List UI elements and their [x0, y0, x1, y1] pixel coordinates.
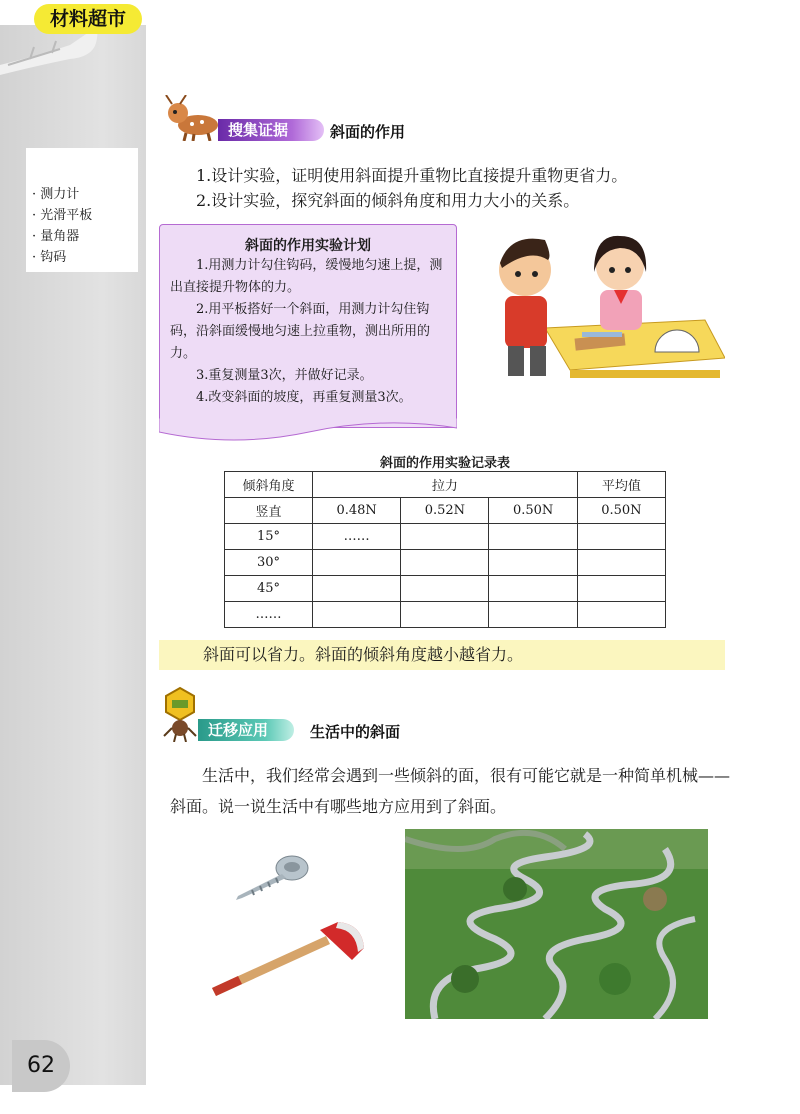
page-number: 62 — [12, 1040, 70, 1092]
note-wavy-edge — [159, 418, 457, 444]
table-cell: 0.48N — [313, 498, 401, 524]
table-cell: 0.50N — [577, 498, 665, 524]
table-row — [225, 550, 666, 576]
table-cell — [401, 602, 489, 628]
ant-mascot-icon — [162, 686, 198, 742]
winding-road-photo — [405, 829, 708, 1019]
table-cell: 15° — [225, 524, 313, 550]
table-cell: …… — [313, 524, 401, 550]
section-subtitle: 斜面的作用 — [330, 123, 406, 141]
table-cell — [577, 524, 665, 550]
table-cell: 0.50N — [489, 498, 577, 524]
screw-illustration — [232, 850, 312, 905]
task-line: 1.设计实验，证明使用斜面提升重物比直接提升重物更省力。 — [196, 166, 628, 185]
table-cell — [401, 576, 489, 602]
record-table — [224, 471, 666, 628]
table-header: 平均值 — [577, 472, 665, 498]
table-cell — [577, 550, 665, 576]
table-caption: 斜面的作用实验记录表 — [379, 456, 510, 471]
axe-illustration — [212, 918, 370, 996]
table-cell — [489, 524, 577, 550]
paragraph-text: 生活中，我们经常会遇到一些倾斜的面，很有可能它就是一种简单机械——斜面。说一说生活中有哪些地方应用到了斜面。 — [170, 766, 731, 816]
plan-step: 2.用平板搭好一个斜面，用测力计勾住钩码，沿斜面缓慢地匀速上拉重物，测出所用的力。 — [170, 302, 431, 361]
table-row — [225, 498, 666, 524]
experiment-plan-note — [159, 224, 457, 428]
section-subtitle: 生活中的斜面 — [310, 723, 401, 741]
table-cell — [313, 576, 401, 602]
materials-item: · 光滑平板 — [32, 205, 92, 226]
table-cell — [401, 524, 489, 550]
plan-step: 4.改变斜面的坡度，再重复测量3次。 — [196, 390, 412, 405]
table-cell — [489, 550, 577, 576]
table-header: 倾斜角度 — [225, 472, 313, 498]
table-row — [225, 524, 666, 550]
table-cell: 30° — [225, 550, 313, 576]
materials-item: · 钩码 — [32, 247, 92, 268]
materials-item: · 量角器 — [32, 226, 92, 247]
section-banner-collect-evidence: 搜集证据 — [218, 119, 324, 141]
table-header: 拉力 — [313, 472, 578, 498]
table-cell — [401, 550, 489, 576]
task-line: 2.设计实验，探究斜面的倾斜角度和用力大小的关系。 — [196, 191, 580, 210]
table-cell: 竖直 — [225, 498, 313, 524]
materials-title: 材料超市 — [34, 4, 142, 34]
table-cell — [313, 602, 401, 628]
table-cell — [313, 550, 401, 576]
table-cell — [489, 602, 577, 628]
conclusion-band: 斜面可以省力。斜面的倾斜角度越小越省力。 — [159, 640, 725, 670]
table-cell: 0.52N — [401, 498, 489, 524]
table-cell: 45° — [225, 576, 313, 602]
body-paragraph — [170, 760, 730, 822]
plan-step: 1.用测力计勾住钩码，缓慢地匀速上提，测出直接提升物体的力。 — [170, 258, 443, 295]
table-cell: …… — [225, 602, 313, 628]
materials-box — [26, 148, 138, 272]
materials-list — [32, 184, 92, 268]
table-cell — [577, 576, 665, 602]
plan-body — [170, 255, 448, 431]
table-row — [225, 602, 666, 628]
table-header-row — [225, 472, 666, 498]
table-cell — [489, 576, 577, 602]
plan-title: 斜面的作用实验计划 — [245, 238, 371, 254]
table-cell — [577, 602, 665, 628]
children-experiment-illustration — [490, 228, 725, 398]
materials-item: · 测力计 — [32, 184, 92, 205]
section-banner-transfer-application: 迁移应用 — [198, 719, 294, 741]
plan-step: 3.重复测量3次，并做好记录。 — [196, 368, 373, 383]
table-row — [225, 576, 666, 602]
